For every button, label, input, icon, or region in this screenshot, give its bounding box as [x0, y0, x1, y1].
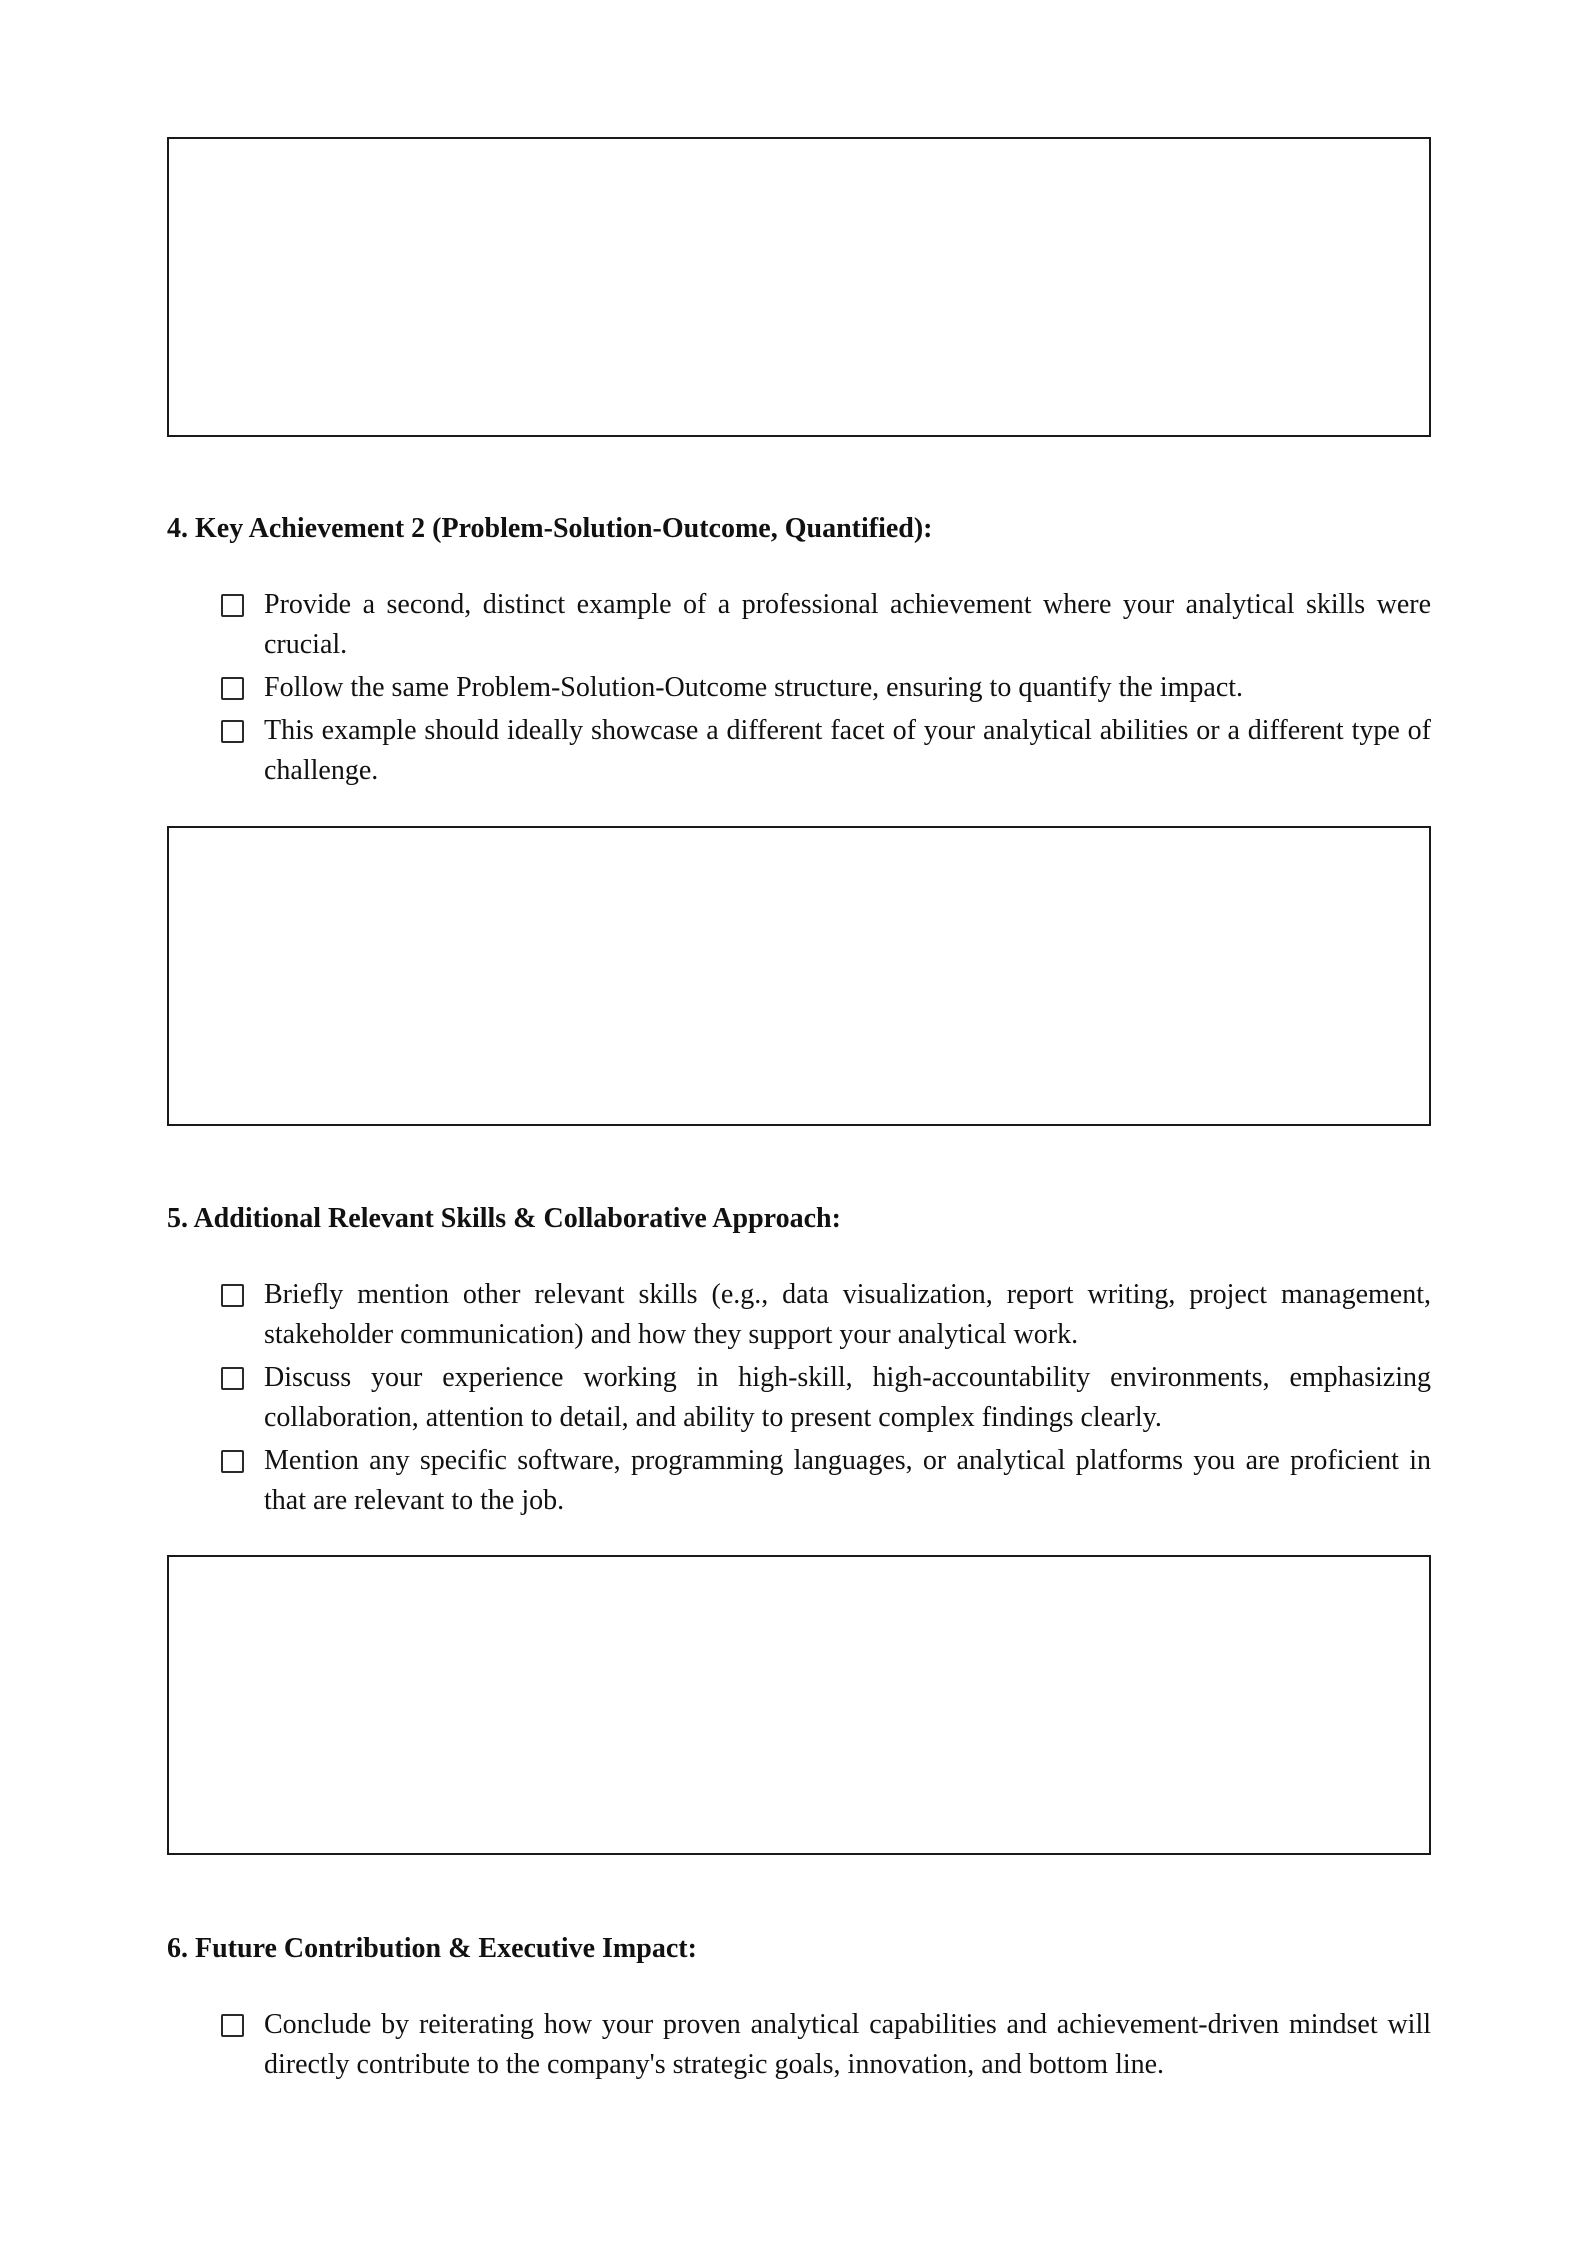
answer-box-section-5[interactable]: [167, 1555, 1431, 1855]
checkbox-icon[interactable]: [221, 2014, 244, 2037]
checklist-item-text: Follow the same Problem-Solution-Outcome structure, ensuring to quantify the impact.: [264, 672, 1244, 703]
checklist-item-text: Briefly mention other relevant skills (e.g., data visualization, report writing, project management, stakeholder communication) and how they support your analytical work.: [264, 1279, 1431, 1350]
section-heading-6: 6. Future Contribution & Executive Impact:: [167, 1933, 697, 1964]
checklist-item-text: Mention any specific software, programming languages, or analytical platforms you are proficient in that are relevant to the job.: [264, 1445, 1431, 1516]
checkbox-icon[interactable]: [221, 594, 244, 617]
checklist-item: [219, 1358, 1431, 1438]
checklist-item: [219, 1441, 1431, 1521]
checklist-section-5: [219, 1275, 1431, 1524]
checklist-section-4: [219, 585, 1431, 794]
answer-box-section-3[interactable]: [167, 137, 1431, 437]
checklist-item: [219, 711, 1431, 791]
checklist-item: [219, 1275, 1431, 1355]
answer-box-section-4[interactable]: [167, 826, 1431, 1126]
checkbox-icon[interactable]: [221, 720, 244, 743]
checklist-section-6: [219, 2005, 1431, 2088]
checkbox-icon[interactable]: [221, 1367, 244, 1390]
checklist-item: [219, 585, 1431, 665]
checklist-item-text: This example should ideally showcase a different facet of your analytical abilities or a different type of challenge.: [264, 715, 1431, 786]
checklist-item: [219, 2005, 1431, 2085]
checklist-item-text: Discuss your experience working in high-skill, high-accountability environments, emphasizing collaboration, attention to detail, and ability to present complex findings clearly.: [264, 1362, 1431, 1433]
section-heading-4: 4. Key Achievement 2 (Problem-Solution-Outcome, Quantified):: [167, 513, 933, 544]
checklist-item-text: Conclude by reiterating how your proven analytical capabilities and achievement-driven mindset will directly contribute to the company's strategic goals, innovation, and bottom line.: [264, 2009, 1431, 2080]
checklist-item-text: Provide a second, distinct example of a professional achievement where your analytical skills were crucial.: [264, 589, 1431, 660]
section-heading-5: 5. Additional Relevant Skills & Collaborative Approach:: [167, 1203, 841, 1234]
checkbox-icon[interactable]: [221, 1450, 244, 1473]
checkbox-icon[interactable]: [221, 677, 244, 700]
checkbox-icon[interactable]: [221, 1284, 244, 1307]
checklist-item: [219, 668, 1431, 708]
